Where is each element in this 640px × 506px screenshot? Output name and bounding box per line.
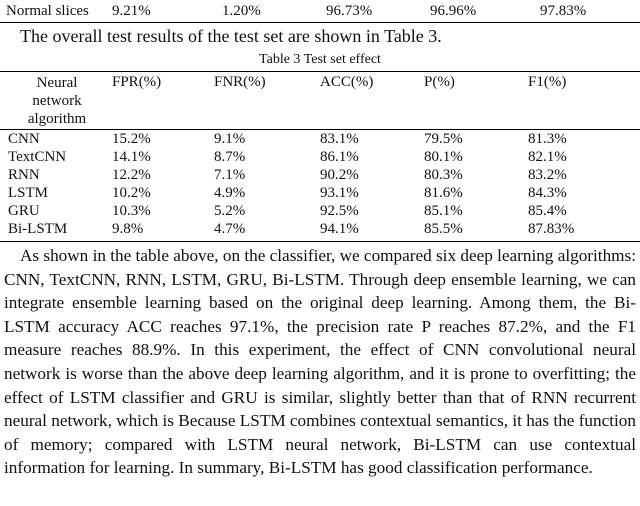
- header-algorithm: Neural network algorithm: [27, 75, 87, 127]
- cell-value: 81.6%: [424, 185, 463, 201]
- cell-value: 85.5%: [424, 221, 463, 237]
- cell-value: 14.1%: [112, 149, 151, 165]
- algorithm-name: CNN: [8, 131, 40, 147]
- cell-value: 86.1%: [320, 149, 359, 165]
- table-row: [0, 131, 640, 150]
- header-fpr: FPR(%): [112, 74, 162, 90]
- table-row: [0, 185, 640, 204]
- table-row: [0, 221, 640, 240]
- cell-value: 81.3%: [528, 131, 567, 147]
- cell-value: 84.3%: [528, 185, 567, 201]
- cell-value: 85.1%: [424, 203, 463, 219]
- cell-value: 15.2%: [112, 131, 151, 147]
- results-table: [0, 71, 640, 241]
- header-acc: ACC(%): [320, 74, 374, 90]
- cell-value: 5.2%: [214, 203, 246, 219]
- cell-value: 80.3%: [424, 167, 463, 183]
- cell-value: 85.4%: [528, 203, 567, 219]
- cell-value: 9.1%: [214, 131, 246, 147]
- cell-value: 79.5%: [424, 131, 463, 147]
- intro-sentence: The overall test results of the test set are shown in Table 3.: [20, 26, 442, 46]
- cell-value: 94.1%: [320, 221, 359, 237]
- table-bottom-rule: [0, 241, 640, 242]
- cell-value: 92.5%: [320, 203, 359, 219]
- table-header-rule: [0, 129, 640, 130]
- cell-value: 1.20%: [222, 3, 261, 19]
- cell-value: 83.1%: [320, 131, 359, 147]
- cell-value: 96.73%: [326, 3, 373, 19]
- algorithm-name: Bi-LSTM: [8, 221, 68, 237]
- algorithm-name: LSTM: [8, 185, 49, 201]
- cell-value: 83.2%: [528, 167, 567, 183]
- table-top-rule: [0, 71, 640, 72]
- cell-value: 10.2%: [112, 185, 151, 201]
- table-row: [0, 203, 640, 222]
- table-row: [0, 149, 640, 168]
- algorithm-name: TextCNN: [8, 149, 67, 165]
- cell-value: 82.1%: [528, 149, 567, 165]
- cell-value: 80.1%: [424, 149, 463, 165]
- cell-value: 9.8%: [112, 221, 144, 237]
- table-row: [0, 167, 640, 186]
- cell-value: 7.1%: [214, 167, 246, 183]
- cell-value: 97.83%: [540, 3, 587, 19]
- header-f1: F1(%): [528, 74, 567, 90]
- header-fnr: FNR(%): [214, 74, 266, 90]
- cell-value: 4.7%: [214, 221, 246, 237]
- discussion-paragraph: As shown in the table above, on the classifier, we compared six deep learning algorithms: CNN, TextCNN, RNN, LSTM, GRU, Bi-LSTM. Through deep ensemble learning, we can integrate ensemble learning based on the original deep learning. Among them, the Bi-LSTM accuracy ACC reaches 97.1%, the precision rate P reaches 87.2%, and the F1 measure reaches 88.9%. In this experiment, the effect of CNN convolutional neural network is worse than the above deep learning algorithm, and it is prone to overfitting; the effect of LSTM classifier and GRU is similar, slightly better than that of RNN recurrent neural network, which is Because LSTM combines contextual semantics, it has the function of memory; compared with LSTM neural network, Bi-LSTM can use contextual information for learning. In summary, Bi-LSTM has good classification performance.: [4, 246, 636, 478]
- row-label: Normal slices: [6, 3, 89, 19]
- cell-value: 96.96%: [430, 3, 477, 19]
- header-p: P(%): [424, 74, 455, 90]
- cell-value: 87.83%: [528, 221, 575, 237]
- algorithm-name: GRU: [8, 203, 40, 219]
- previous-table-row: [0, 0, 640, 23]
- cell-value: 93.1%: [320, 185, 359, 201]
- cell-value: 90.2%: [320, 167, 359, 183]
- cell-value: 10.3%: [112, 203, 151, 219]
- cell-value: 8.7%: [214, 149, 246, 165]
- cell-value: 9.21%: [112, 3, 151, 19]
- algorithm-name: RNN: [8, 167, 40, 183]
- cell-value: 12.2%: [112, 167, 151, 183]
- cell-value: 4.9%: [214, 185, 246, 201]
- table-caption: Table 3 Test set effect: [259, 52, 381, 67]
